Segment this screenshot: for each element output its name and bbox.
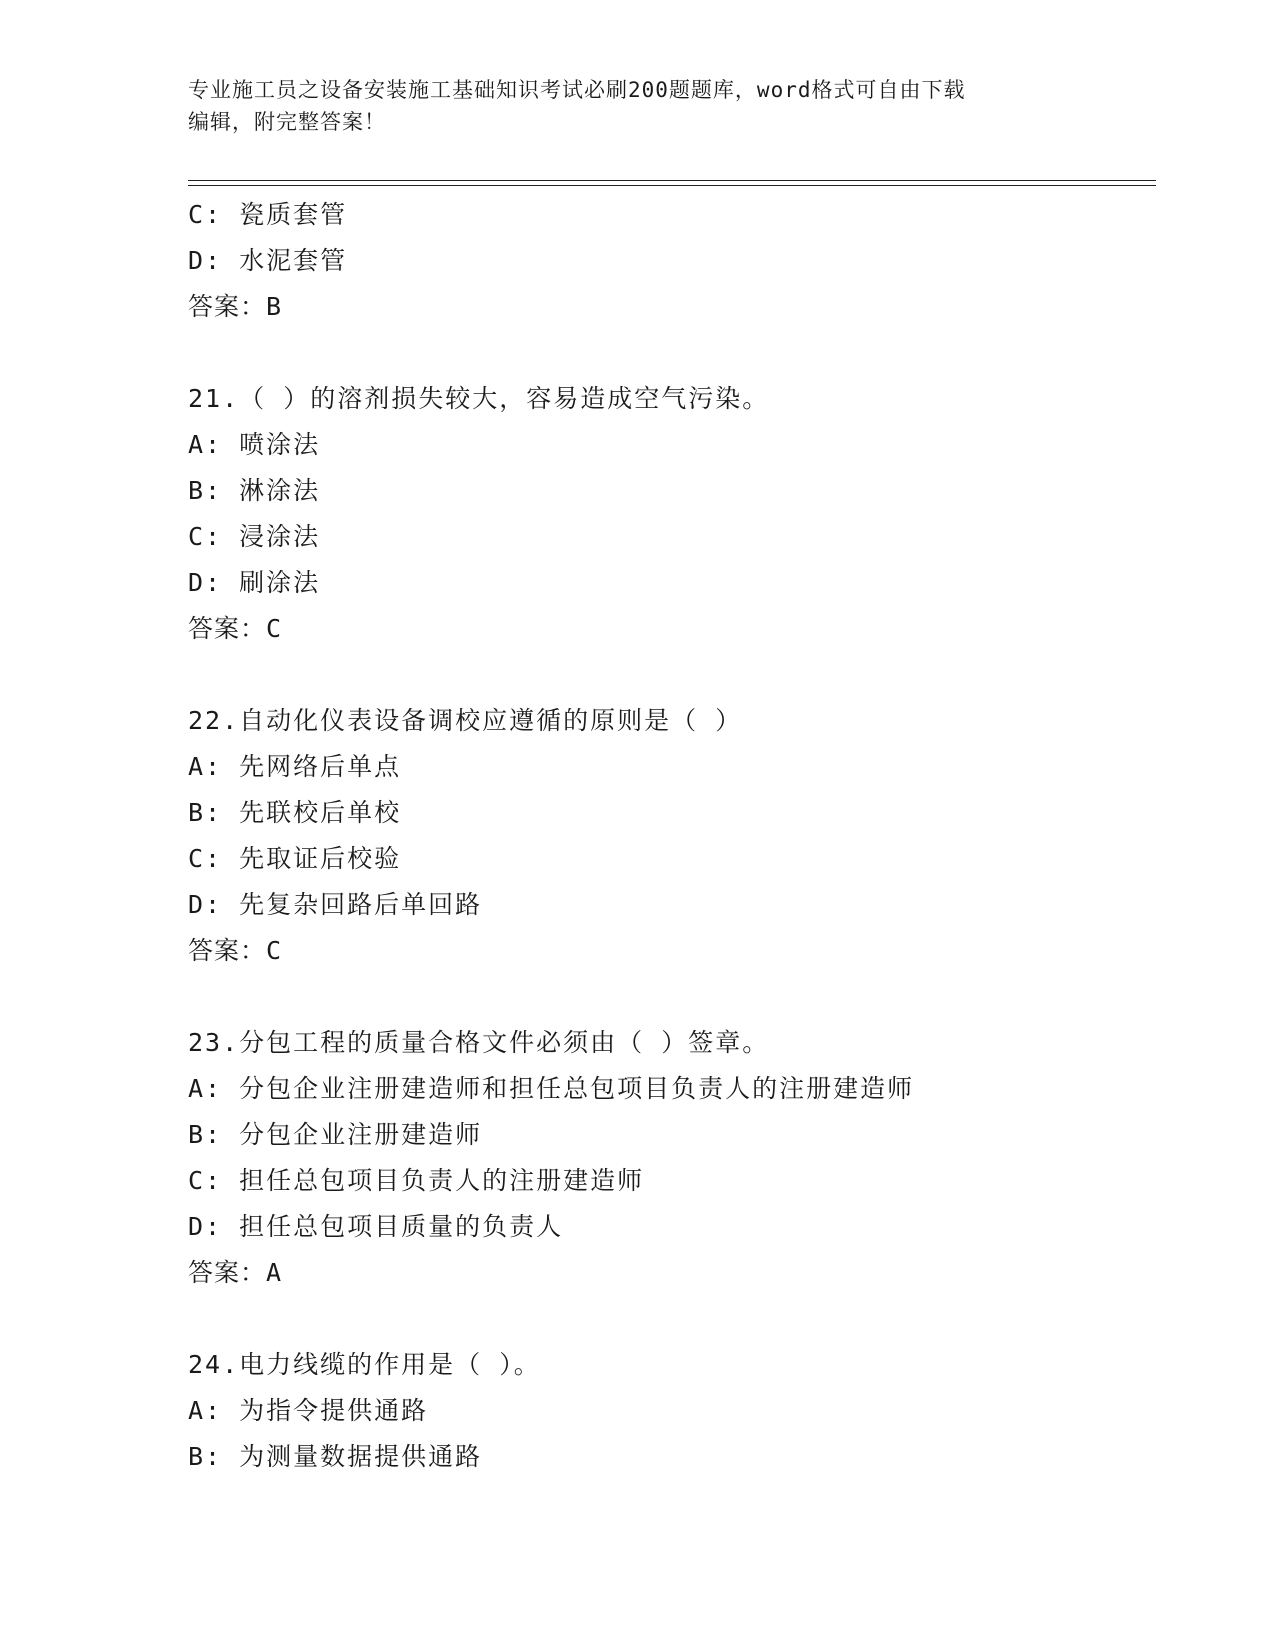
answer-label: 答案： [188,292,267,321]
option-b: B: 先联校后单校 [188,798,402,827]
answer-label: 答案： [188,1258,267,1287]
option-d: D: 先复杂回路后单回路 [188,890,483,919]
option-a: A: 喷涂法 [188,430,321,459]
answer [188,606,1168,652]
option-c: C: 浸涂法 [188,522,321,551]
option-b: B: 为测量数据提供通路 [188,1442,483,1471]
answer [188,1250,1168,1296]
answer-value: C [266,614,283,643]
answer-prev [188,284,1168,330]
option-a: A: 为指令提供通路 [188,1396,429,1425]
option-b: B: 淋涂法 [188,476,321,505]
header-title-line-1: 专业施工员之设备安装施工基础知识考试必刷200题题库，word格式可自由下载 [188,78,966,102]
answer-value: C [266,936,283,965]
spacer [188,974,1168,1020]
answer-value: B [266,292,283,321]
answer-label: 答案： [188,936,267,965]
option-d: D: 刷涂法 [188,568,321,597]
question-stem: 24.电力线缆的作用是（ ）。 [188,1350,541,1379]
option-c: C: 先取证后校验 [188,844,402,873]
option-a: A: 分包企业注册建造师和担任总包项目负责人的注册建造师 [188,1074,915,1103]
question-23 [188,1020,1168,1296]
question-stem: 22.自动化仪表设备调校应遵循的原则是（ ） [188,706,743,735]
spacer [188,652,1168,698]
question-22 [188,698,1168,974]
document-header [188,74,1088,138]
question-21 [188,376,1168,652]
option-d-prev: D: 水泥套管 [188,246,348,275]
answer-value: A [266,1258,283,1287]
answer [188,928,1168,974]
spacer [188,330,1168,376]
header-divider-top [188,180,1156,181]
header-title-line-2: 编辑，附完整答案！ [188,110,386,134]
option-c-prev: C: 瓷质套管 [188,200,348,229]
option-b: B: 分包企业注册建造师 [188,1120,483,1149]
option-c: C: 担任总包项目负责人的注册建造师 [188,1166,645,1195]
question-stem: 23.分包工程的质量合格文件必须由（ ）签章。 [188,1028,770,1057]
option-a: A: 先网络后单点 [188,752,402,781]
header-divider-bottom [188,185,1156,186]
option-d: D: 担任总包项目质量的负责人 [188,1212,564,1241]
answer-label: 答案： [188,614,267,643]
question-list [188,192,1168,1480]
spacer [188,1296,1168,1342]
question-24 [188,1342,1168,1480]
question-stem: 21.（ ）的溶剂损失较大，容易造成空气污染。 [188,384,770,413]
